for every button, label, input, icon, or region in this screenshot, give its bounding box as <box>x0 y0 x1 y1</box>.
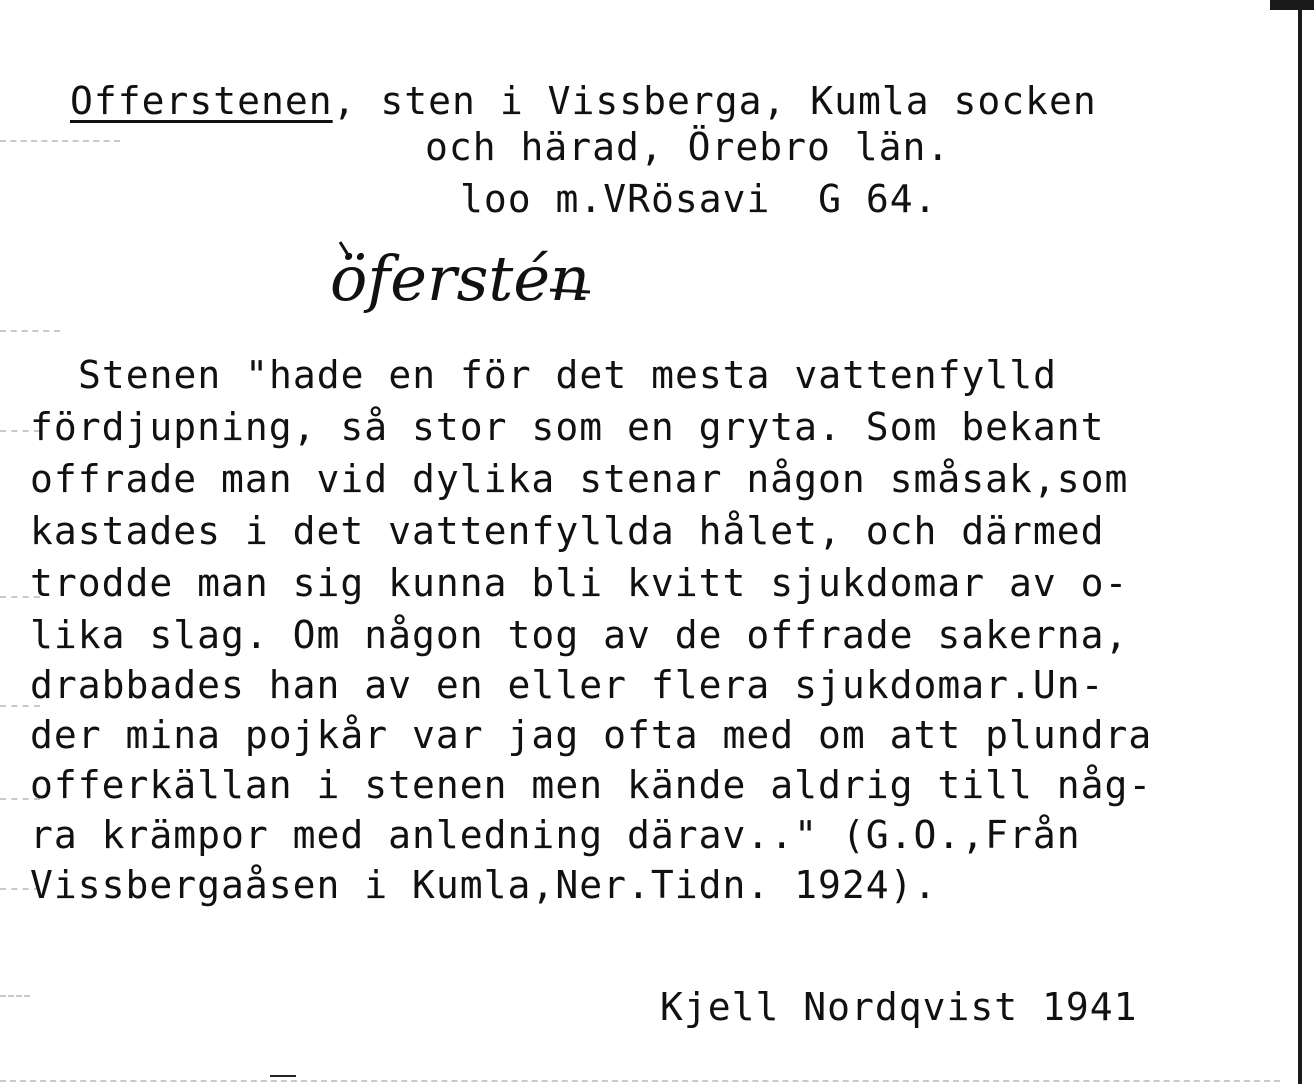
card-right-edge <box>1298 0 1302 1084</box>
body-line: ra krämpor med anledning därav.." (G.O.,Från <box>30 813 1081 857</box>
body-line: kastades i det vattenfyllda hålet, och därmed <box>30 509 1105 553</box>
header-line-3: loo m.VRösavi G 64. <box>460 177 938 221</box>
body-line: offrade man vid dylika stenar någon småsak,som <box>30 457 1129 501</box>
body-line: fördjupning, så stor som en gryta. Som bekant <box>30 405 1105 449</box>
body-line: Stenen "hade en för det mesta vattenfylld <box>78 353 1057 397</box>
header-line-2: och härad, Örebro län. <box>425 125 951 169</box>
body-line: lika slag. Om någon tog av de offrade sakerna, <box>30 613 1129 657</box>
handwriting-text: öferstén <box>330 242 590 315</box>
card-title: Offerstenen <box>70 79 333 123</box>
ruled-line <box>0 330 60 332</box>
ruled-line <box>0 995 30 997</box>
signature: Kjell Nordqvist 1941 <box>660 985 1138 1029</box>
card-top-edge <box>1270 0 1314 10</box>
body-line: trodde man sig kunna bli kvitt sjukdomar av o- <box>30 561 1129 605</box>
body-line: der mina pojkår var jag ofta med om att plundra <box>30 713 1153 757</box>
body-line: offerkällan i stenen men kände aldrig till någ- <box>30 763 1153 807</box>
header-location: , sten i Vissberga, Kumla socken <box>332 79 1097 123</box>
ruled-line <box>0 1080 1280 1082</box>
ruled-line <box>0 140 120 142</box>
handwritten-note <box>320 230 660 330</box>
header-line-1 <box>70 79 1097 123</box>
ink-mark <box>270 1075 296 1077</box>
body-line: Vissbergaåsen i Kumla,Ner.Tidn. 1924). <box>30 863 938 907</box>
body-line: drabbades han av en eller flera sjukdomar.Un- <box>30 663 1105 707</box>
